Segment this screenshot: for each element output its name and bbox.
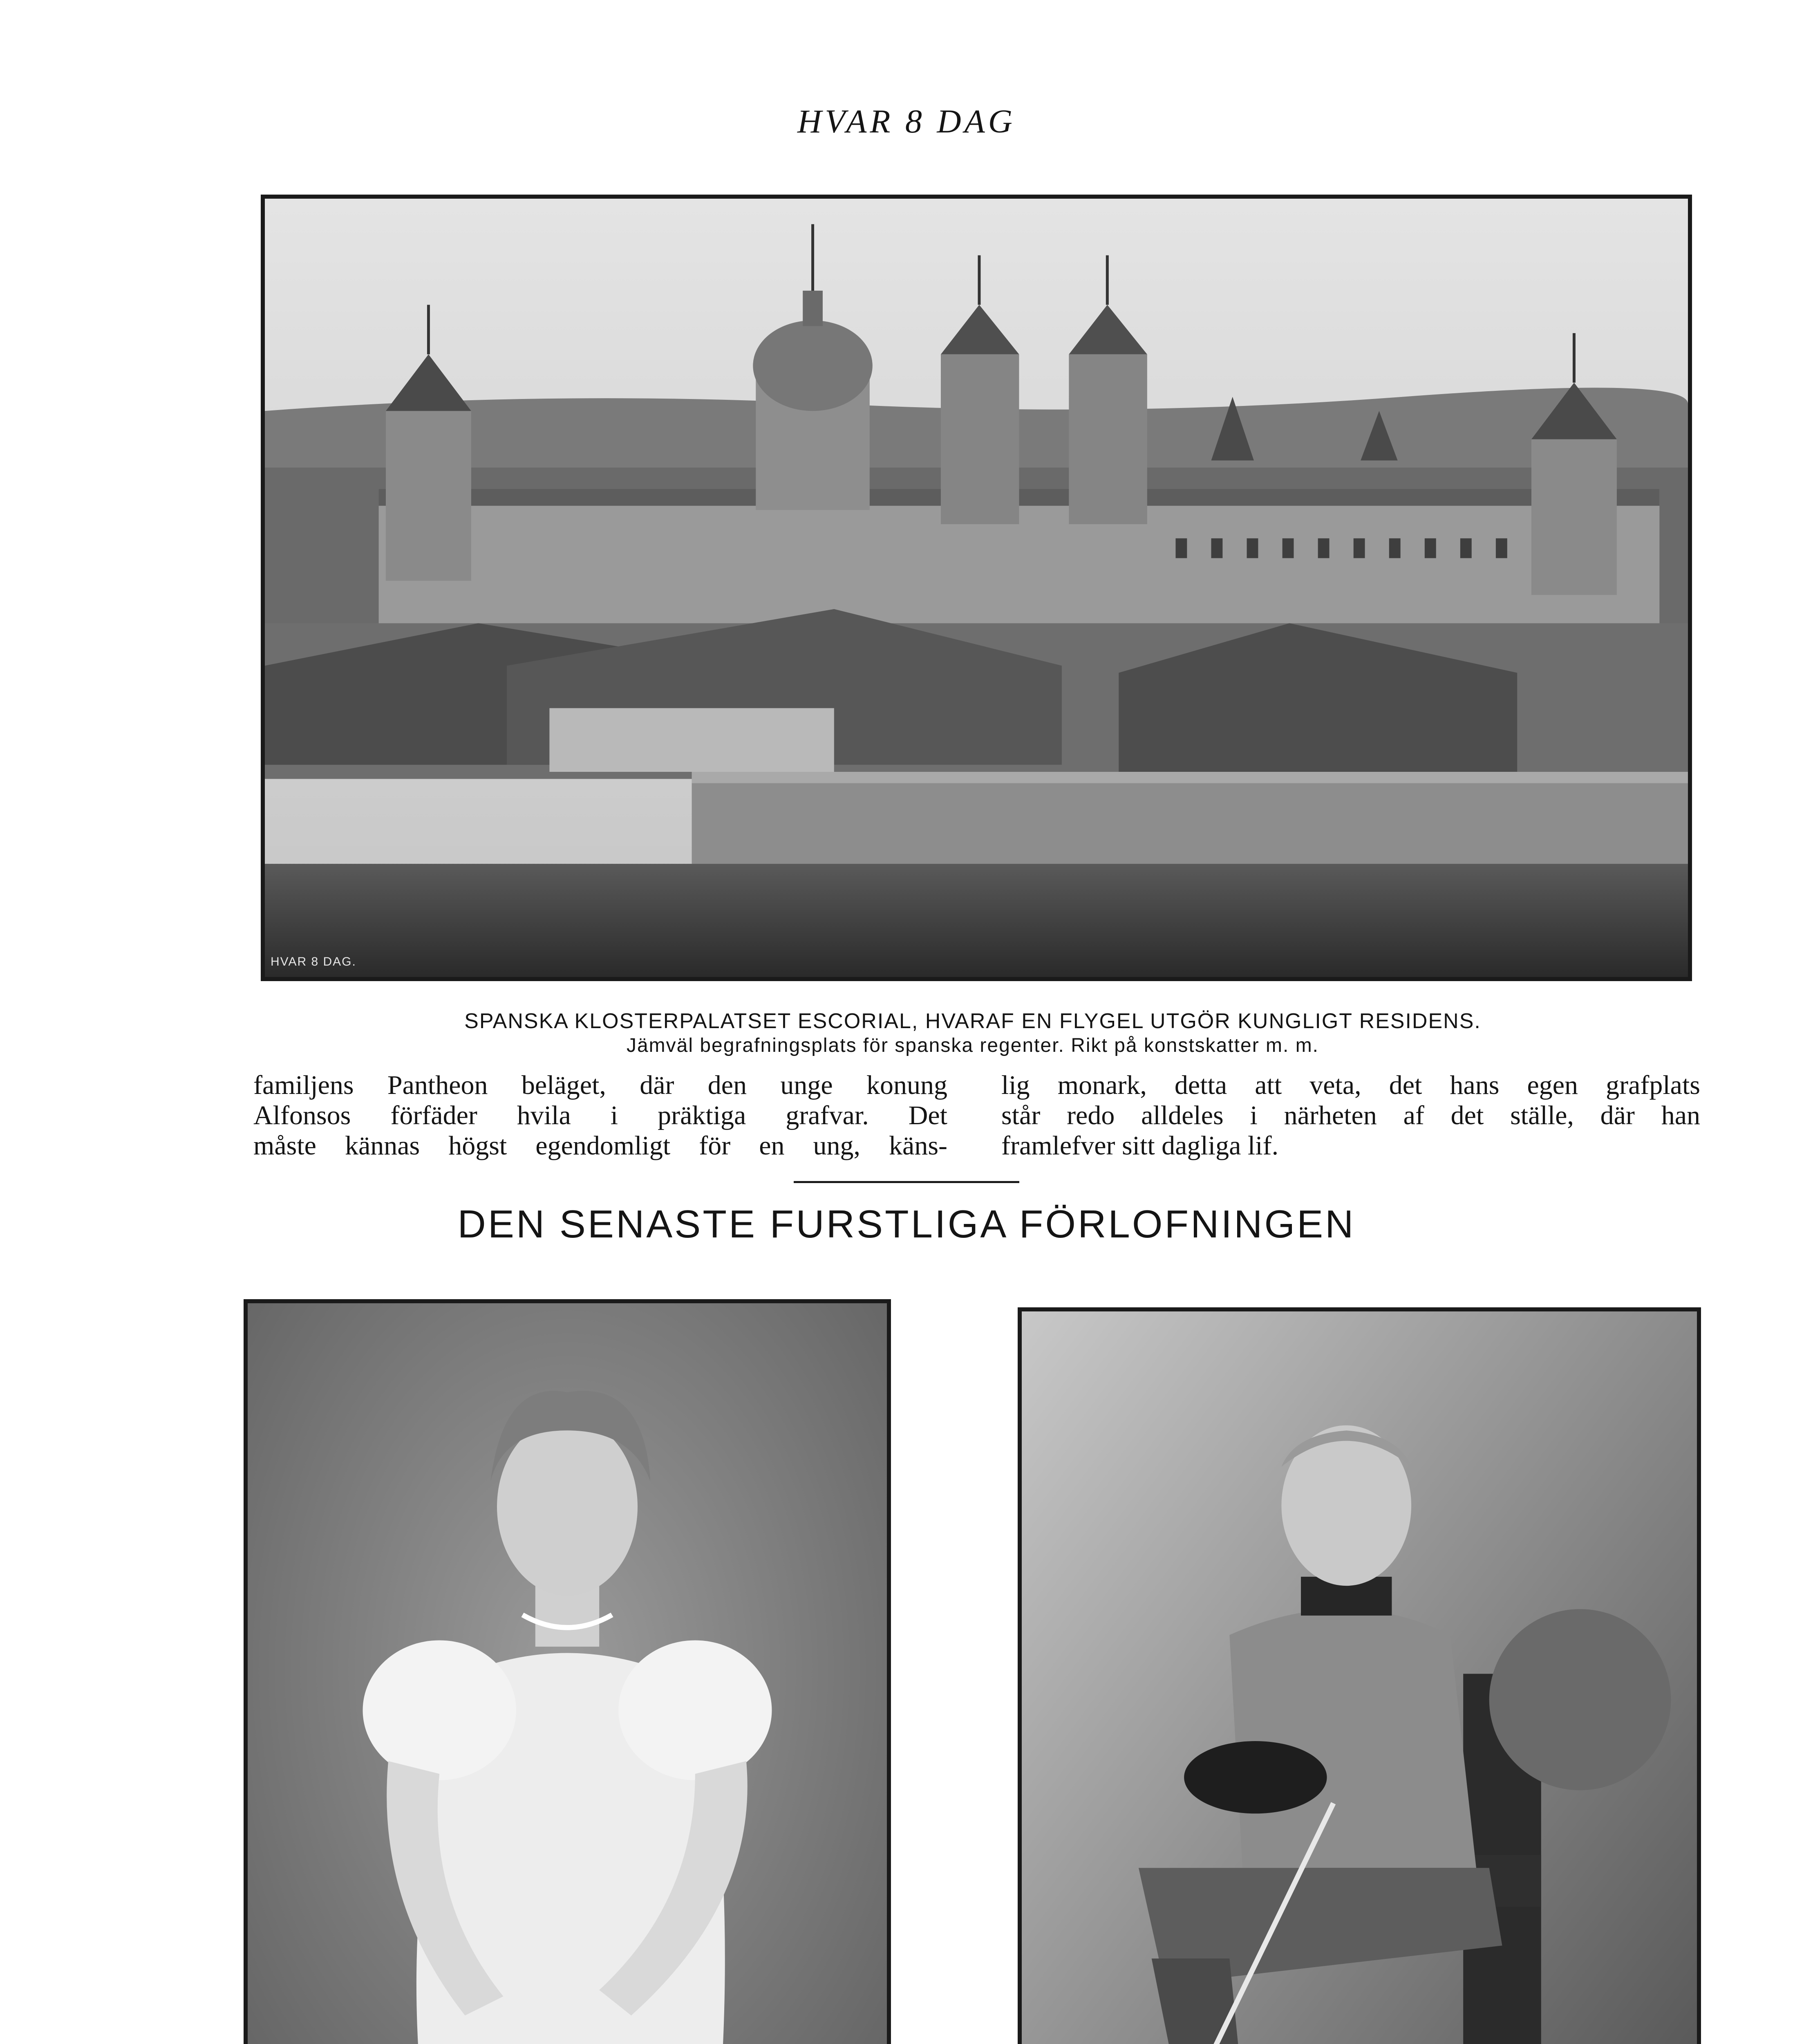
text-line: familjens Pantheon beläget, där den unge konung <box>253 1070 947 1100</box>
text-line: framlefver sitt dagliga lif. <box>1001 1131 1279 1161</box>
escorial-caption: SPANSKA KLOSTERPALATSET ESCORIAL, HVARAF EN FLYGEL UTGÖR KUNGLIGT RESIDENS. <box>464 1009 1481 1033</box>
escorial-subcaption: Jämväl begrafningsplats för spanska regenter. Rikt på konstskatter m. m. <box>626 1035 1319 1056</box>
section-rule <box>794 1181 1019 1183</box>
text-line: står redo alldeles i närheten af det ställe, där han <box>1001 1100 1700 1130</box>
photo-stamp: HVAR 8 DAG. <box>271 955 356 968</box>
article-right-column <box>1001 1070 1700 1161</box>
escorial-photo-art <box>265 199 1688 977</box>
text-line: måste kännas högst egendomligt för en ung, käns- <box>253 1131 947 1161</box>
portrait-elisabeth-art <box>248 1303 887 2044</box>
portrait-otto-art <box>1022 1311 1697 2044</box>
escorial-photo <box>261 195 1692 981</box>
portrait-otto <box>1018 1307 1701 2044</box>
running-head: HVAR 8 DAG <box>797 103 1016 140</box>
section-heading: DEN SENASTE FURSTLIGA FÖRLOFNINGEN <box>457 1202 1356 1246</box>
text-line: lig monark, detta att veta, det hans egen grafplats <box>1001 1070 1700 1100</box>
text-line: Alfonsos förfäder hvila i präktiga grafvar. Det <box>253 1100 947 1130</box>
portrait-elisabeth <box>244 1299 891 2044</box>
article-left-column <box>253 1070 947 1161</box>
